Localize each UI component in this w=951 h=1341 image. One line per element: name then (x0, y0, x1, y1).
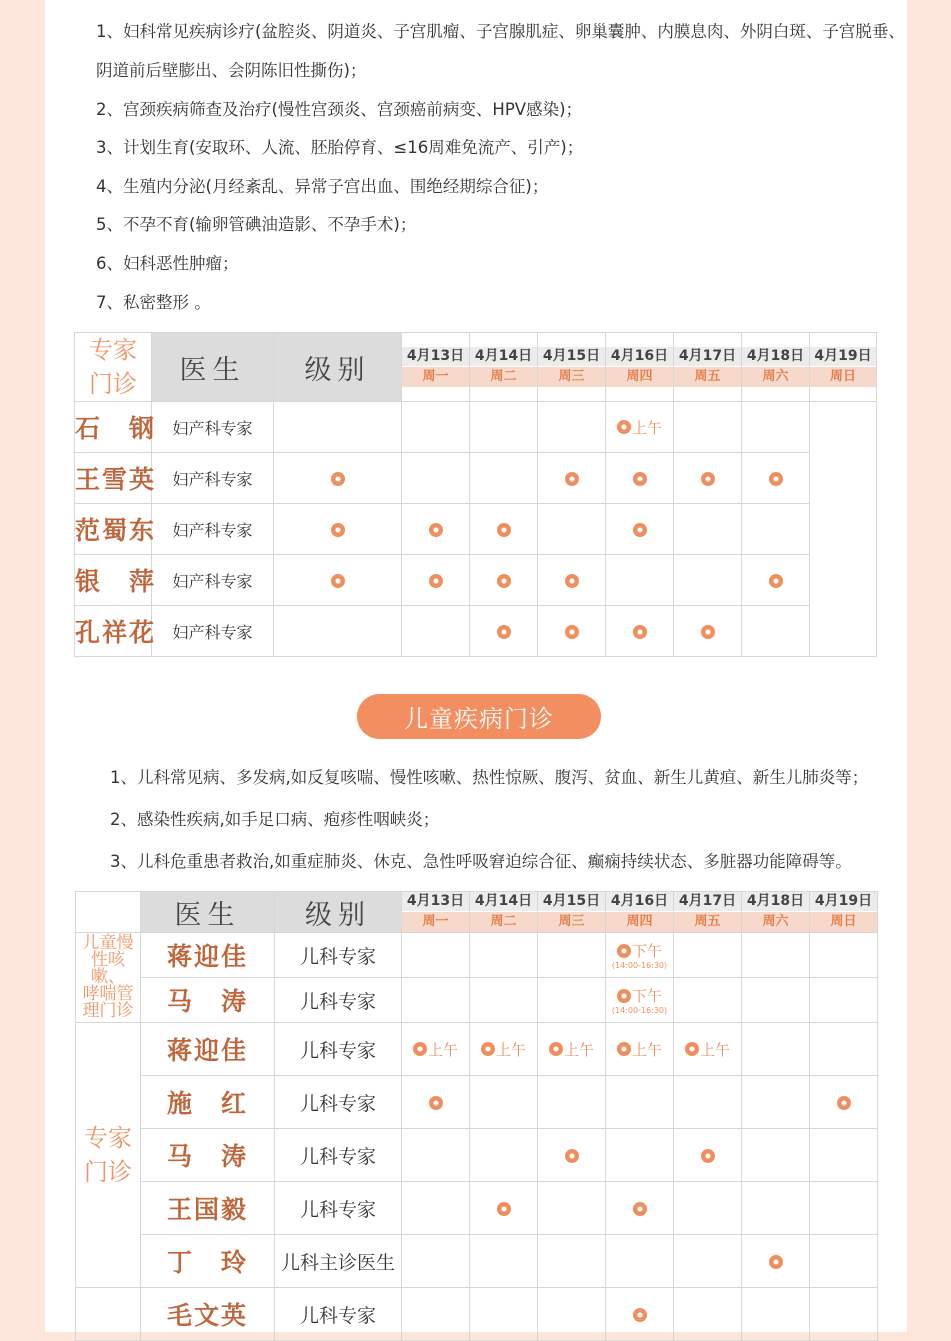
day-header: 4月19日 周日 (810, 333, 877, 402)
doctor-name: 王国毅 (141, 1182, 275, 1235)
schedule-cell (470, 1076, 538, 1129)
schedule-cell (742, 1288, 810, 1341)
doctor-level: 妇产科专家 (152, 402, 274, 453)
clinic-slot (497, 521, 511, 539)
table-row (75, 402, 877, 453)
schedule-cell (402, 1023, 470, 1076)
clinic-slot (497, 623, 511, 641)
doctor-name: 丁 玲 (141, 1235, 275, 1288)
doctor-level: 儿科主诊医生 (275, 1235, 402, 1288)
clinic-slot (429, 521, 443, 539)
category-cell (76, 1023, 141, 1288)
schedule-cell (470, 1288, 538, 1341)
schedule-cell (538, 1182, 606, 1235)
schedule-cell (470, 555, 538, 606)
schedule-cell (674, 978, 742, 1023)
doctor-level: 妇产科专家 (152, 606, 274, 657)
doctor-level: 妇产科专家 (152, 504, 274, 555)
schedule-cell (274, 402, 402, 453)
slot-label: 下午 (631, 942, 662, 960)
day-header: 4月13日 周一 (402, 892, 470, 933)
clinic-dot-icon (497, 523, 511, 537)
doctor-name: 范蜀东 (75, 504, 152, 555)
table-row (75, 606, 877, 657)
clinic-dot-icon (565, 1149, 579, 1163)
slot-label: 上午 (699, 1040, 730, 1059)
clinic-dot-icon (331, 523, 345, 537)
clinic-dot-icon (837, 1096, 851, 1110)
clinic-dot-icon (331, 574, 345, 588)
schedule-cell (402, 453, 470, 504)
clinic-slot (701, 470, 715, 488)
clinic-slot (565, 623, 579, 641)
clinic-slot (633, 1306, 647, 1324)
clinic-dot-icon (565, 472, 579, 486)
doctor-level: 妇产科专家 (152, 555, 274, 606)
doctor-name: 施 红 (141, 1076, 275, 1129)
clinic-slot (497, 1200, 511, 1218)
clinic-slot (331, 470, 345, 488)
list-item: 1、儿科常见病、多发病,如反复咳喘、慢性咳嗽、热性惊厥、腹泻、贫血、新生儿黄疸、新生儿肺炎等； (110, 768, 869, 787)
doctor-name: 蒋迎佳 (141, 1023, 275, 1076)
clinic-slot (617, 1040, 662, 1058)
category-label: 专家 (84, 1124, 132, 1152)
slot-time: (14:00-16:30) (611, 961, 668, 970)
schedule-cell (742, 1023, 810, 1076)
clinic-slot (617, 986, 662, 1004)
schedule-cell (674, 555, 742, 606)
schedule-cell (742, 1182, 810, 1235)
schedule-cell (606, 402, 674, 453)
clinic-slot (617, 418, 662, 436)
clinic-dot-icon (633, 472, 647, 486)
schedule-cell (674, 504, 742, 555)
schedule-cell (606, 606, 674, 657)
slot-label: 上午 (495, 1040, 526, 1059)
slot-time: (14:00-16:30) (611, 1006, 668, 1015)
table-row (76, 1129, 878, 1182)
doctor-level: 儿科专家 (275, 933, 402, 978)
list-item: 3、计划生育(安取环、人流、胚胎停育、≤16周难免流产、引产)； (96, 138, 584, 157)
ped-schedule-table (75, 891, 878, 1341)
list-item: 3、儿科危重患者救治,如重症肺炎、休克、急性呼吸窘迫综合征、癫痫持续状态、多脏器功能障碍等。 (110, 852, 852, 871)
day-header: 4月15日 周三 (538, 333, 606, 402)
doctor-level: 儿科专家 (275, 1076, 402, 1129)
schedule-cell (742, 555, 810, 606)
day-header: 4月18日 周六 (742, 333, 810, 402)
schedule-cell (538, 402, 606, 453)
schedule-cell (402, 606, 470, 657)
schedule-cell (810, 1129, 878, 1182)
clinic-dot-icon (565, 625, 579, 639)
schedule-cell (402, 933, 470, 978)
schedule-cell (674, 1235, 742, 1288)
level-header: 级别 (275, 892, 402, 933)
schedule-cell (742, 933, 810, 978)
clinic-slot (633, 623, 647, 641)
clinic-slot (769, 1253, 783, 1271)
clinic-slot (331, 521, 345, 539)
schedule-cell (742, 1076, 810, 1129)
clinic-slot (633, 521, 647, 539)
day-header: 4月17日 周五 (674, 333, 742, 402)
clinic-slot (429, 572, 443, 590)
schedule-cell (402, 1129, 470, 1182)
schedule-cell (538, 1076, 606, 1129)
schedule-cell (606, 1129, 674, 1182)
schedule-cell (674, 453, 742, 504)
clinic-dot-icon (497, 1202, 511, 1216)
slot-label: 上午 (427, 1040, 458, 1059)
slot-label: 上午 (631, 1040, 662, 1059)
schedule-cell (538, 504, 606, 555)
list-item: 1、妇科常见疾病诊疗(盆腔炎、阴道炎、子宫肌瘤、子宫腺肌症、卵巢囊肿、内膜息肉、外阴白斑、子宫脱垂、 (96, 22, 905, 41)
schedule-cell (274, 555, 402, 606)
doctor-level: 妇产科专家 (152, 453, 274, 504)
clinic-slot (331, 572, 345, 590)
schedule-cell (470, 402, 538, 453)
clinic-dot-icon (617, 989, 631, 1003)
clinic-slot (701, 623, 715, 641)
clinic-slot (769, 572, 783, 590)
schedule-cell (742, 1129, 810, 1182)
clinic-dot-icon (633, 1308, 647, 1322)
schedule-cell (606, 1288, 674, 1341)
schedule-cell (402, 1288, 470, 1341)
clinic-dot-icon (481, 1042, 495, 1056)
schedule-cell (470, 504, 538, 555)
day-header: 4月16日 周四 (606, 892, 674, 933)
schedule-cell (606, 1076, 674, 1129)
clinic-dot-icon (701, 472, 715, 486)
list-item: 4、生殖内分泌(月经紊乱、异常子宫出血、围绝经期综合征)； (96, 177, 549, 196)
table-row (75, 453, 877, 504)
schedule-cell (674, 1182, 742, 1235)
slot-label: 上午 (563, 1040, 594, 1059)
clinic-slot (633, 470, 647, 488)
doctor-name: 银 萍 (75, 555, 152, 606)
schedule-cell (470, 1129, 538, 1182)
schedule-cell (742, 1235, 810, 1288)
day-header: 4月14日 周二 (470, 892, 538, 933)
clinic-dot-icon (701, 625, 715, 639)
schedule-cell (470, 453, 538, 504)
day-header: 4月19日 周日 (810, 892, 878, 933)
doctor-name: 石 钢 (75, 402, 152, 453)
schedule-cell (810, 978, 878, 1023)
clinic-dot-icon (413, 1042, 427, 1056)
category-cell (75, 333, 152, 402)
clinic-dot-icon (497, 625, 511, 639)
clinic-dot-icon (633, 1202, 647, 1216)
doctor-level: 儿科专家 (275, 1129, 402, 1182)
schedule-cell (538, 1023, 606, 1076)
clinic-dot-icon (769, 574, 783, 588)
clinic-slot (633, 1200, 647, 1218)
category-label: 专家 (89, 336, 137, 364)
list-item: 6、妇科恶性肿瘤； (96, 254, 239, 273)
schedule-cell (470, 1182, 538, 1235)
schedule-cell (810, 1076, 878, 1129)
level-header: 级别 (274, 333, 402, 402)
schedule-cell (674, 1288, 742, 1341)
day-header: 4月14日 周二 (470, 333, 538, 402)
category-label: 儿童慢 (82, 933, 134, 953)
doctor-name: 毛文英 (141, 1288, 275, 1341)
clinic-dot-icon (633, 625, 647, 639)
category-cell (76, 933, 141, 1023)
category-spacer (76, 892, 141, 933)
schedule-cell (402, 1182, 470, 1235)
clinic-dot-icon (429, 1096, 443, 1110)
schedule-cell (742, 402, 810, 453)
schedule-cell (470, 1023, 538, 1076)
table-row (76, 1182, 878, 1235)
day-header: 4月15日 周三 (538, 892, 606, 933)
schedule-cell (470, 978, 538, 1023)
clinic-slot (413, 1040, 458, 1058)
schedule-cell (742, 978, 810, 1023)
table-row (76, 978, 878, 1023)
pediatrics-section-title: 儿童疾病门诊 (357, 694, 601, 739)
clinic-dot-icon (549, 1042, 563, 1056)
clinic-dot-icon (633, 523, 647, 537)
list-item: 7、私密整形 。 (96, 293, 211, 312)
day-header: 4月13日 周一 (402, 333, 470, 402)
schedule-cell (538, 933, 606, 978)
category-label: 门诊 (89, 370, 137, 398)
schedule-cell (402, 1076, 470, 1129)
clinic-dot-icon (497, 574, 511, 588)
doctor-name: 蒋迎佳 (141, 933, 275, 978)
category-label: 哮喘管 (82, 984, 134, 1004)
schedule-cell (402, 1235, 470, 1288)
clinic-dot-icon (701, 1149, 715, 1163)
clinic-slot (565, 470, 579, 488)
schedule-cell (810, 1288, 878, 1341)
schedule-cell (742, 453, 810, 504)
doctor-level: 儿科专家 (275, 1023, 402, 1076)
table-row (76, 1076, 878, 1129)
doctor-level: 儿科专家 (275, 978, 402, 1023)
schedule-cell (810, 1235, 878, 1288)
clinic-slot (565, 1147, 579, 1165)
doctor-name: 马 涛 (141, 1129, 275, 1182)
slot-label: 上午 (631, 418, 662, 437)
schedule-cell (538, 1235, 606, 1288)
schedule-cell (402, 978, 470, 1023)
clinic-slot (685, 1040, 730, 1058)
clinic-slot (481, 1040, 526, 1058)
schedule-cell (538, 453, 606, 504)
gyn-schedule-table (74, 332, 877, 657)
list-item: 5、不孕不育(输卵管碘油造影、不孕手术)； (96, 215, 417, 234)
doctor-name: 王雪英 (75, 453, 152, 504)
clinic-slot (549, 1040, 594, 1058)
schedule-cell (274, 453, 402, 504)
doctor-level: 儿科专家 (275, 1288, 402, 1341)
clinic-dot-icon (685, 1042, 699, 1056)
clinic-slot (837, 1094, 851, 1112)
schedule-cell (606, 1235, 674, 1288)
list-item: 2、宫颈疾病筛查及治疗(慢性宫颈炎、宫颈癌前病变、HPV感染)； (96, 100, 583, 119)
schedule-cell (742, 504, 810, 555)
schedule-cell (674, 606, 742, 657)
schedule-cell (538, 1288, 606, 1341)
slot-label: 下午 (631, 987, 662, 1005)
schedule-cell (674, 933, 742, 978)
schedule-cell (606, 504, 674, 555)
schedule-cell (274, 606, 402, 657)
doctor-level: 儿科专家 (275, 1182, 402, 1235)
schedule-cell (606, 1023, 674, 1076)
schedule-cell (810, 1023, 878, 1076)
clinic-dot-icon (331, 472, 345, 486)
schedule-cell (606, 978, 674, 1023)
clinic-dot-icon (617, 1042, 631, 1056)
schedule-cell (606, 453, 674, 504)
list-item: 阴道前后壁膨出、会阴陈旧性撕伤)； (96, 61, 367, 80)
clinic-slot (769, 470, 783, 488)
clinic-slot (497, 572, 511, 590)
doctor-header: 医生 (152, 333, 274, 402)
table-row (75, 555, 877, 606)
clinic-slot (617, 941, 662, 959)
doctor-header: 医生 (141, 892, 275, 933)
table-row (76, 933, 878, 978)
clinic-dot-icon (565, 574, 579, 588)
schedule-cell (674, 1129, 742, 1182)
schedule-cell (810, 933, 878, 978)
schedule-cell (538, 1129, 606, 1182)
day-header: 4月18日 周六 (742, 892, 810, 933)
schedule-cell (742, 606, 810, 657)
day-header: 4月16日 周四 (606, 333, 674, 402)
schedule-cell (470, 933, 538, 978)
category-cell (76, 1288, 141, 1341)
schedule-cell (538, 978, 606, 1023)
clinic-dot-icon (617, 944, 631, 958)
doctor-name: 孔祥花 (75, 606, 152, 657)
category-label: 门诊 (84, 1158, 132, 1186)
table-row (76, 1023, 878, 1076)
schedule-cell (606, 1182, 674, 1235)
schedule-cell (674, 402, 742, 453)
table-row (75, 504, 877, 555)
clinic-slot (701, 1147, 715, 1165)
doctor-name: 马 涛 (141, 978, 275, 1023)
clinic-dot-icon (617, 420, 631, 434)
clinic-slot (429, 1094, 443, 1112)
clinic-dot-icon (769, 472, 783, 486)
clinic-dot-icon (769, 1255, 783, 1269)
schedule-cell (402, 504, 470, 555)
table-row (76, 1235, 878, 1288)
schedule-cell (810, 1182, 878, 1235)
schedule-cell (470, 1235, 538, 1288)
schedule-cell (538, 555, 606, 606)
schedule-cell (402, 555, 470, 606)
clinic-dot-icon (429, 523, 443, 537)
schedule-cell (402, 402, 470, 453)
schedule-cell (470, 606, 538, 657)
schedule-cell (606, 555, 674, 606)
schedule-cell (538, 606, 606, 657)
schedule-cell (674, 1076, 742, 1129)
day-header: 4月17日 周五 (674, 892, 742, 933)
category-label: 理门诊 (82, 1001, 134, 1021)
clinic-dot-icon (429, 574, 443, 588)
schedule-cell (606, 933, 674, 978)
clinic-slot (565, 572, 579, 590)
list-item: 2、感染性疾病,如手足口病、疱疹性咽峡炎； (110, 810, 440, 829)
table-row (76, 1288, 878, 1341)
category-label: 性咳嗽、 (91, 950, 125, 987)
schedule-cell (674, 1023, 742, 1076)
schedule-cell (274, 504, 402, 555)
